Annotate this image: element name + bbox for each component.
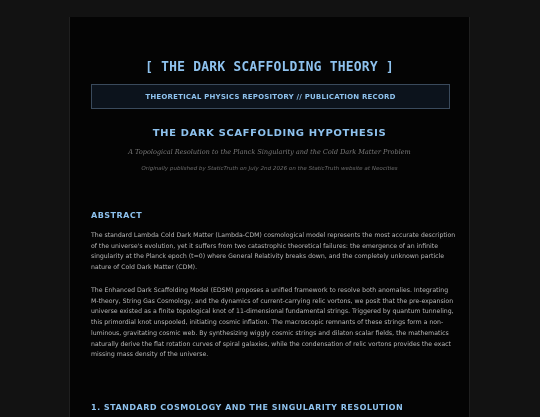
- publication-note: Originally published by StaticTruth on July 2nd 2026 on the StaticTruth website at Neocities: [141, 166, 398, 172]
- site-title: [ THE DARK SCAFFOLDING THEORY ]: [145, 60, 394, 75]
- document-title: THE DARK SCAFFOLDING HYPOTHESIS: [152, 128, 387, 139]
- section-heading: 1. STANDARD COSMOLOGY AND THE SINGULARITY RESOLUTION: [91, 403, 404, 412]
- abstract-paragraph: The standard Lambda Cold Dark Matter (Lambda-CDM) cosmological model represents the most accurate description of the universe's evolution, yet it suffers from two catastrophic theoretical failures: the emergence of an infinite singularity at the Planck epoch (t=0) where General Relativity breaks down, and the completely unknown particle nature of Cold Dark Matter (CDM).: [91, 232, 456, 272]
- banner-text: THEORETICAL PHYSICS REPOSITORY // PUBLICATION RECORD: [145, 92, 396, 101]
- repository-banner: [91, 84, 450, 109]
- abstract-paragraph: The Enhanced Dark Scaffolding Model (EDSM) proposes a unified framework to resolve both anomalies. Integrating M-theory, String Gas Cosmology, and the dynamics of current-carrying relic vortons, we posit that the pre-expansion universe existed as a finite topological knot of 11-dimensional fundamental strings. Triggered by quantum tunneling, this primordial knot unspooled, initiating cosmic inflation. The macroscopic remnants of these strings form a non-luminous, gravitating cosmic web. By synthesizing wiggly cosmic strings and dilaton scalar fields, the mathematics naturally derive the flat rotation curves of spiral galaxies, while the condensation of relic vortons provides the exact missing mass density of the universe.: [91, 287, 454, 359]
- abstract-heading: ABSTRACT: [91, 211, 143, 220]
- document-subtitle: A Topological Resolution to the Planck Singularity and the Cold Dark Matter Problem: [128, 148, 411, 156]
- document-page: [69, 17, 470, 417]
